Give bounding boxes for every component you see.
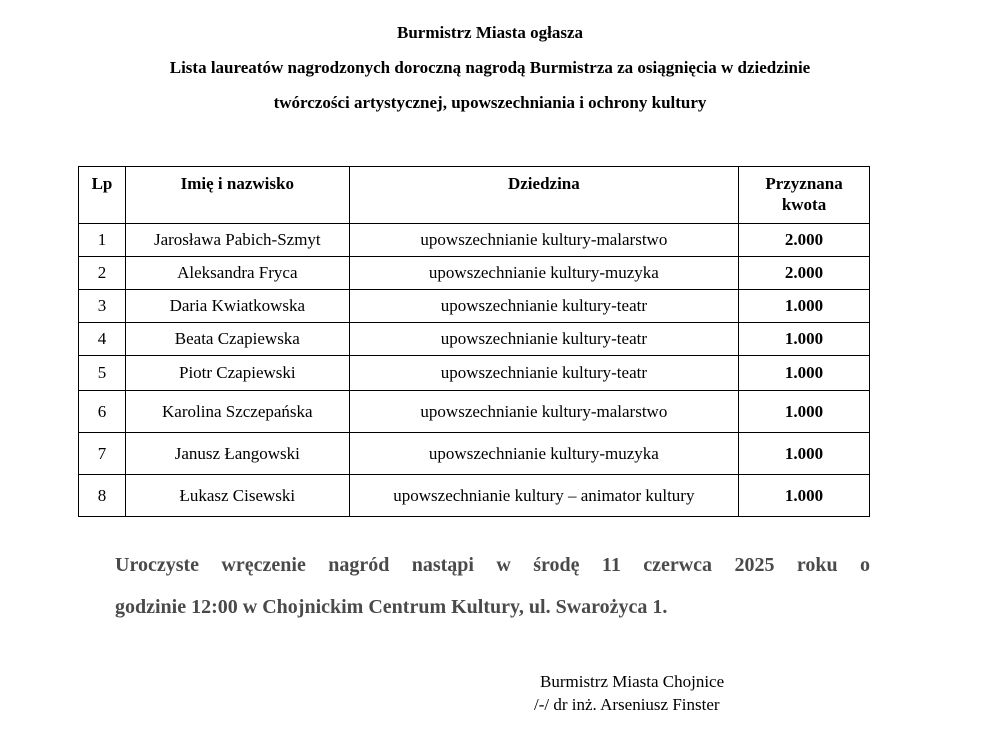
column-header-lp: Lp (79, 167, 126, 224)
cell-name: Aleksandra Fryca (125, 257, 349, 290)
column-header-amount (739, 167, 870, 224)
cell-domain: upowszechnianie kultury – animator kultury (349, 475, 738, 517)
cell-name: Beata Czapiewska (125, 323, 349, 356)
cell-domain: upowszechnianie kultury-teatr (349, 356, 738, 391)
cell-name: Daria Kwiatkowska (125, 290, 349, 323)
list-title-continued: twórczości artystycznej, upowszechniania i ochrony kultury (273, 93, 707, 112)
signature-title: Burmistrz Miasta Chojnice (540, 672, 725, 691)
cell-domain: upowszechnianie kultury-muzyka (349, 433, 738, 475)
table-row (79, 290, 870, 323)
cell-amount: 1.000 (739, 356, 870, 391)
cell-amount: 1.000 (739, 323, 870, 356)
table-row (79, 224, 870, 257)
ceremony-announcement (115, 544, 870, 628)
list-title: Lista laureatów nagrodzonych doroczną nagrodą Burmistrza za osiągnięcia w dziedzinie (169, 58, 811, 77)
cell-name: Łukasz Cisewski (125, 475, 349, 517)
column-header-amount-line1: Przyznana (765, 174, 843, 193)
cell-amount: 2.000 (739, 257, 870, 290)
cell-lp: 2 (79, 257, 126, 290)
column-header-name: Imię i nazwisko (125, 167, 349, 224)
cell-amount: 1.000 (739, 391, 870, 433)
cell-lp: 5 (79, 356, 126, 391)
cell-amount: 1.000 (739, 475, 870, 517)
table-row (79, 323, 870, 356)
column-header-domain: Dziedzina (349, 167, 738, 224)
cell-domain: upowszechnianie kultury-teatr (349, 323, 738, 356)
cell-lp: 6 (79, 391, 126, 433)
cell-domain: upowszechnianie kultury-malarstwo (349, 224, 738, 257)
cell-name: Karolina Szczepańska (125, 391, 349, 433)
cell-amount: 1.000 (739, 290, 870, 323)
announcement-heading: Burmistrz Miasta ogłasza (396, 23, 584, 42)
column-header-amount-line2: kwota (781, 195, 827, 214)
signature-name: /-/ dr inż. Arseniusz Finster (534, 695, 720, 714)
table-header-row (79, 167, 870, 224)
cell-domain: upowszechnianie kultury-malarstwo (349, 391, 738, 433)
ceremony-announcement-line2: godzinie 12:00 w Chojnickim Centrum Kultury, ul. Swarożyca 1. (115, 596, 668, 618)
table-row (79, 356, 870, 391)
cell-name: Jarosława Pabich-Szmyt (125, 224, 349, 257)
cell-lp: 8 (79, 475, 126, 517)
table-row (79, 257, 870, 290)
cell-amount: 2.000 (739, 224, 870, 257)
cell-name: Janusz Łangowski (125, 433, 349, 475)
table-row (79, 433, 870, 475)
cell-amount: 1.000 (739, 433, 870, 475)
cell-domain: upowszechnianie kultury-teatr (349, 290, 738, 323)
cell-lp: 3 (79, 290, 126, 323)
laureates-table (78, 166, 870, 517)
table-row (79, 391, 870, 433)
table-row (79, 475, 870, 517)
cell-lp: 7 (79, 433, 126, 475)
cell-lp: 1 (79, 224, 126, 257)
cell-domain: upowszechnianie kultury-muzyka (349, 257, 738, 290)
cell-name: Piotr Czapiewski (125, 356, 349, 391)
cell-lp: 4 (79, 323, 126, 356)
ceremony-announcement-line1: Uroczyste wręczenie nagród nastąpi w środę 11 czerwca 2025 roku o (115, 554, 870, 576)
